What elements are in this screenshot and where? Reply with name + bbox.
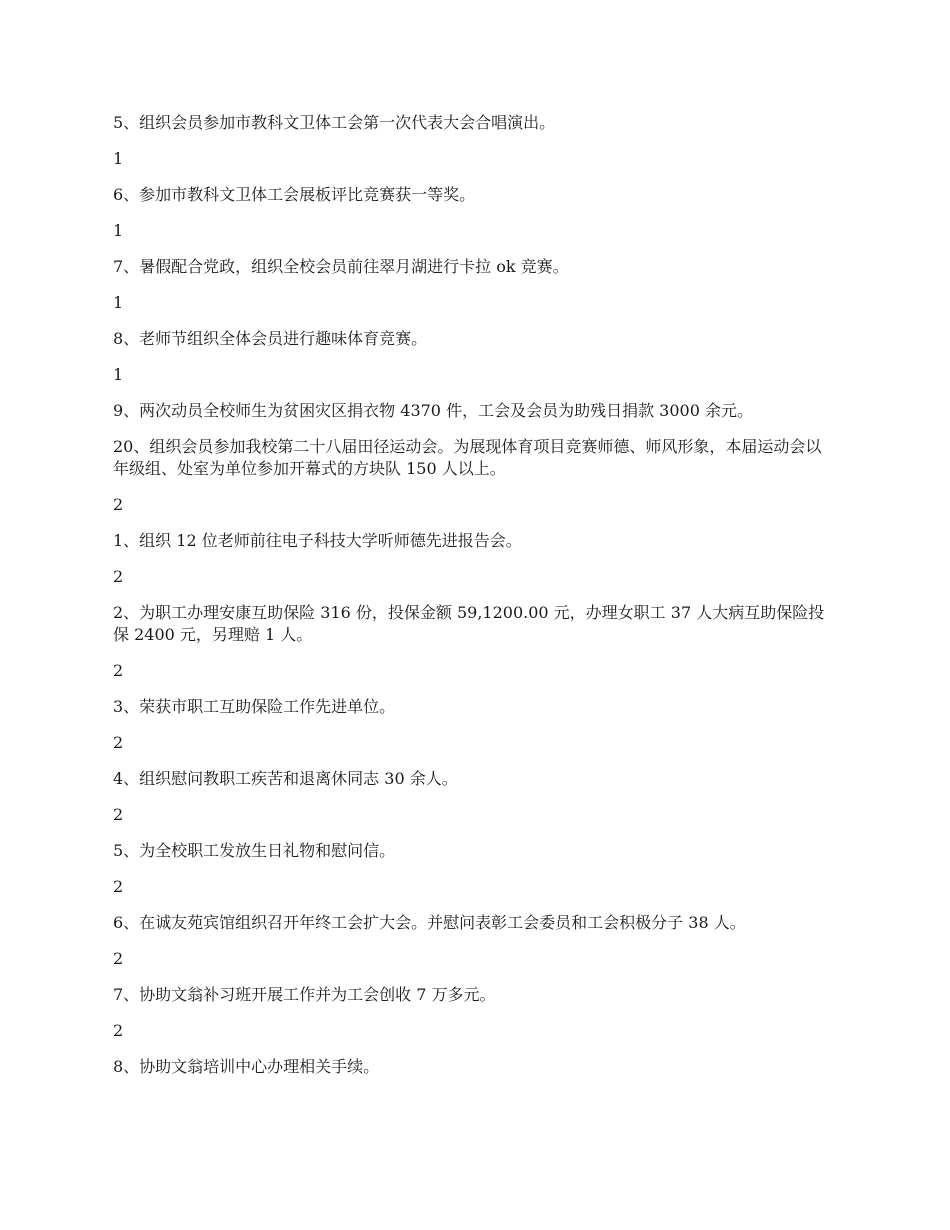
document-body xyxy=(113,112,833,1092)
paragraph: 1 xyxy=(113,293,124,312)
paragraph: 2 xyxy=(113,949,124,968)
paragraph: 1 xyxy=(113,149,124,168)
paragraph: 9、两次动员全校师生为贫困灾区捐衣物 4370 件，工会及会员为助残日捐款 3000 余元。 xyxy=(113,401,753,420)
paragraph: 1 xyxy=(113,365,124,384)
paragraph: 2、为职工办理安康互助保险 316 份，投保金额 59,1200.00 元，办理女职工 37 人大病互助保险投保 2400 元，另理赔 1 人。 xyxy=(113,603,825,644)
paragraph: 8、老师节组织全体会员进行趣味体育竞赛。 xyxy=(113,329,428,348)
paragraph: 1 xyxy=(113,221,124,240)
paragraph: 2 xyxy=(113,877,124,896)
paragraph: 6、在诚友苑宾馆组织召开年终工会扩大会。并慰问表彰工会委员和工会积极分子 38 人。 xyxy=(113,913,746,932)
paragraph: 2 xyxy=(113,661,124,680)
paragraph: 2 xyxy=(113,495,124,514)
paragraph: 7、协助文翁补习班开展工作并为工会创收 7 万多元。 xyxy=(113,985,496,1004)
paragraph: 2 xyxy=(113,805,124,824)
paragraph: 1、组织 12 位老师前往电子科技大学听师德先进报告会。 xyxy=(113,531,522,550)
paragraph: 5、组织会员参加市教科文卫体工会第一次代表大会合唱演出。 xyxy=(113,113,556,132)
paragraph: 2 xyxy=(113,567,124,586)
paragraph: 5、为全校职工发放生日礼物和慰问信。 xyxy=(113,841,396,860)
paragraph: 2 xyxy=(113,1021,124,1040)
paragraph: 3、荣获市职工互助保险工作先进单位。 xyxy=(113,697,396,716)
paragraph: 6、参加市教科文卫体工会展板评比竞赛获一等奖。 xyxy=(113,185,476,204)
paragraph: 8、协助文翁培训中心办理相关手续。 xyxy=(113,1057,380,1076)
paragraph: 2 xyxy=(113,733,124,752)
paragraph: 7、暑假配合党政，组织全校会员前往翠月湖进行卡拉 ok 竞赛。 xyxy=(113,257,569,276)
paragraph: 20、组织会员参加我校第二十八届田径运动会。为展现体育项目竞赛师德、师风形象，本届运动会以年级组、处室为单位参加开幕式的方块队 150 人以上。 xyxy=(113,437,822,478)
paragraph: 4、组织慰问教职工疾苦和退离休同志 30 余人。 xyxy=(113,769,458,788)
